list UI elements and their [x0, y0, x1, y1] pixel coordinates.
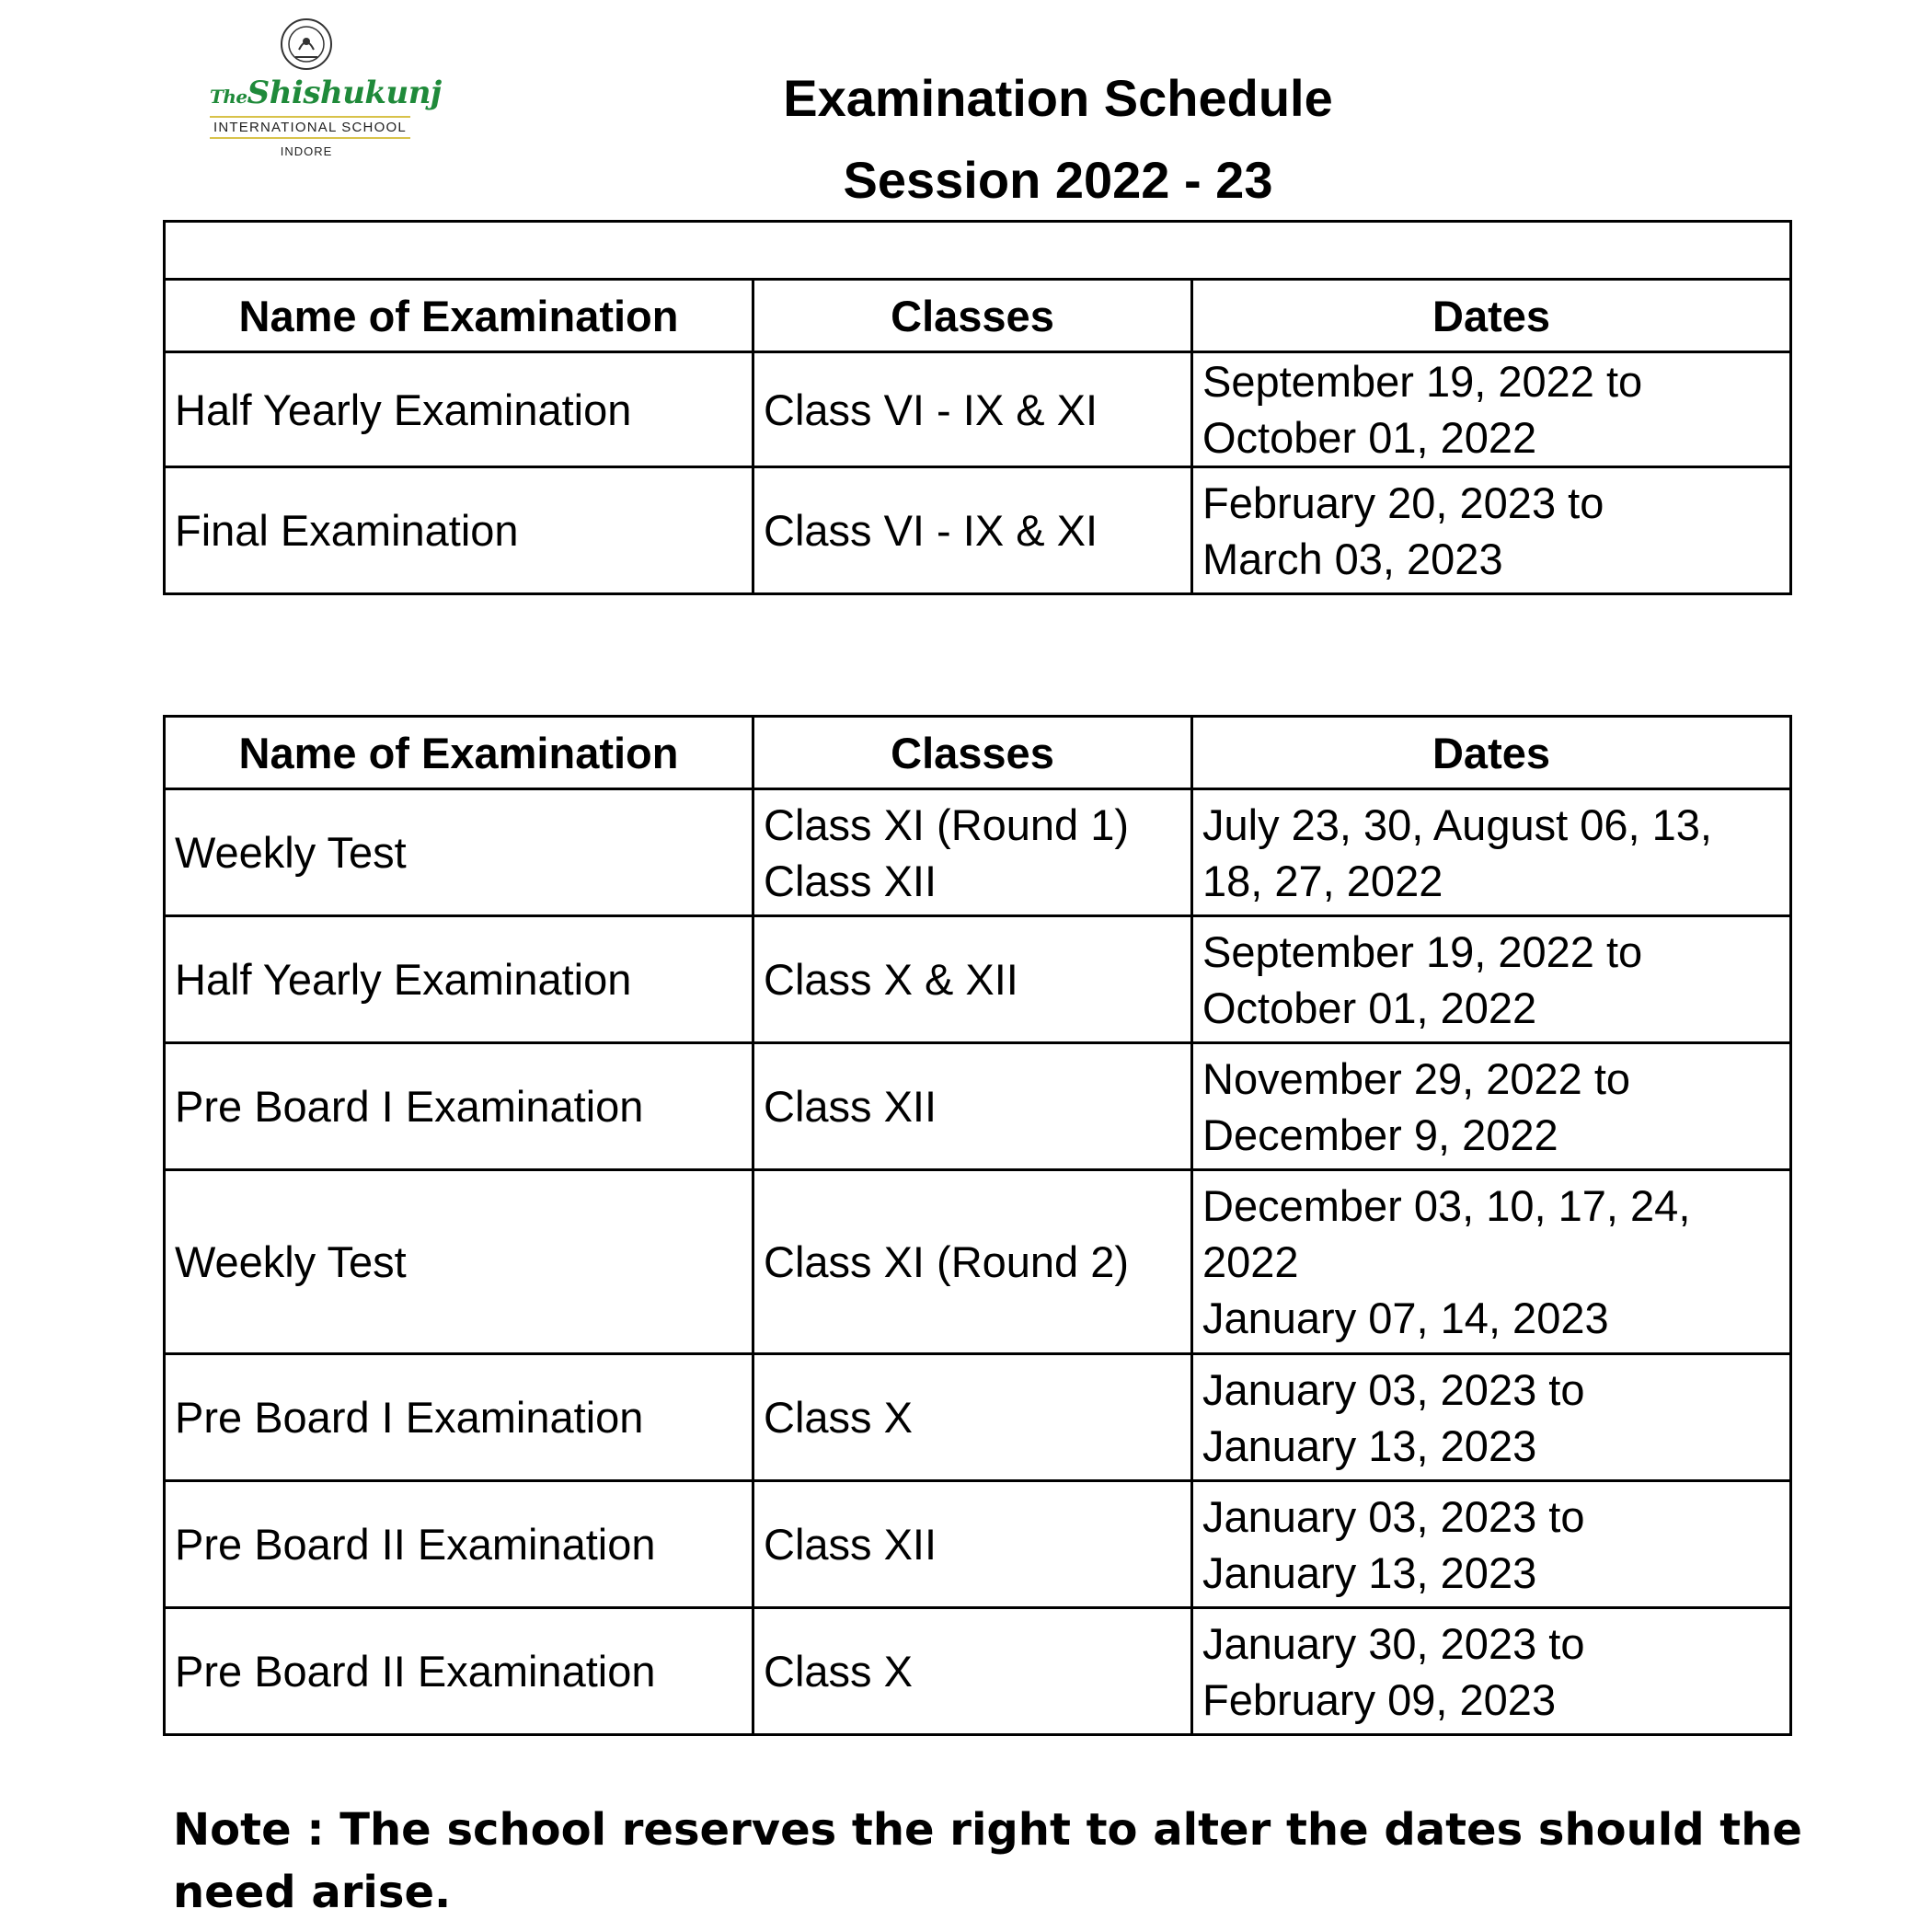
exam-name-cell: Pre Board I Examination [165, 1043, 753, 1170]
classes-cell-line: Class VI - IX & XI [764, 506, 1098, 555]
dates-cell-line: March 03, 2023 [1202, 534, 1503, 583]
school-crest-icon [279, 17, 334, 72]
exam-name-cell: Half Yearly Examination [165, 352, 753, 467]
dates-cell [1192, 789, 1791, 916]
dates-cell [1192, 1481, 1791, 1608]
column-header: Dates [1192, 717, 1791, 789]
column-header: Classes [753, 717, 1192, 789]
dates-cell [1192, 467, 1791, 594]
classes-cell [753, 789, 1192, 916]
classes-cell [753, 1481, 1192, 1608]
table-row [165, 352, 1791, 467]
school-subtitle: INTERNATIONAL SCHOOL [210, 116, 410, 139]
school-name: TheShishukunj [210, 75, 442, 111]
dates-cell-line: January 03, 2023 to [1202, 1491, 1585, 1541]
classes-cell [753, 352, 1192, 467]
table-header-row [165, 717, 1791, 789]
table-row [165, 916, 1791, 1043]
exam-name-cell: Weekly Test [165, 1170, 753, 1354]
classes-cell-line: Class XI (Round 1) [764, 799, 1130, 849]
dates-cell-line: January 13, 2023 [1202, 1420, 1537, 1470]
dates-cell-line: 18, 27, 2022 [1202, 856, 1443, 905]
dates-cell-line: September 19, 2022 to [1202, 926, 1643, 976]
blank-row [165, 222, 1791, 280]
dates-cell-line: 2022 [1202, 1237, 1299, 1286]
dates-cell-line: January 07, 14, 2023 [1202, 1294, 1609, 1342]
classes-cell-line: Class XI (Round 2) [764, 1237, 1130, 1286]
dates-cell-line: November 29, 2022 to [1202, 1053, 1631, 1103]
exam-name-cell: Weekly Test [165, 789, 753, 916]
blank-cell [165, 222, 1791, 280]
dates-cell-line: January 13, 2023 [1202, 1547, 1537, 1597]
session-title: Session 2022 - 23 [843, 151, 1273, 209]
table-row [165, 1170, 1791, 1354]
dates-cell-line: January 03, 2023 to [1202, 1364, 1585, 1414]
column-header: Name of Examination [165, 280, 753, 352]
dates-cell-line: December 03, 10, 17, 24, [1202, 1181, 1691, 1230]
dates-cell [1192, 1354, 1791, 1481]
table-row [165, 1608, 1791, 1735]
dates-cell [1192, 352, 1791, 467]
classes-cell [753, 1608, 1192, 1735]
exam-name-cell: Pre Board I Examination [165, 1354, 753, 1481]
dates-cell-line: December 9, 2022 [1202, 1110, 1558, 1159]
classes-cell [753, 916, 1192, 1043]
classes-cell-line: Class XII [764, 1520, 937, 1569]
dates-cell-line: February 20, 2023 to [1202, 477, 1604, 527]
table-row [165, 1043, 1791, 1170]
dates-cell-line: October 01, 2022 [1202, 983, 1537, 1032]
classes-cell [753, 467, 1192, 594]
schedule-table-2 [163, 715, 1792, 1736]
table-header-row [165, 280, 1791, 352]
table-row [165, 1354, 1791, 1481]
table-row [165, 467, 1791, 594]
dates-cell [1192, 1043, 1791, 1170]
exam-name-cell: Pre Board II Examination [165, 1608, 753, 1735]
dates-cell-line: January 30, 2023 to [1202, 1618, 1585, 1668]
column-header: Dates [1192, 280, 1791, 352]
dates-cell [1192, 1170, 1791, 1354]
classes-cell [753, 1170, 1192, 1354]
exam-name-cell: Final Examination [165, 467, 753, 594]
column-header: Classes [753, 280, 1192, 352]
exam-name-cell: Half Yearly Examination [165, 916, 753, 1043]
classes-cell-line: Class XII [764, 856, 937, 905]
classes-cell-line: Class XII [764, 1082, 937, 1131]
dates-cell-line: February 09, 2023 [1202, 1674, 1557, 1724]
classes-cell [753, 1043, 1192, 1170]
dates-cell-line: October 01, 2022 [1202, 413, 1537, 462]
classes-cell [753, 1354, 1192, 1481]
school-logo [210, 17, 442, 178]
dates-cell [1192, 916, 1791, 1043]
footnote: Note : The school reserves the right to alter the dates should the need arise. [173, 1804, 1802, 1918]
dates-cell [1192, 1608, 1791, 1735]
table-row [165, 1481, 1791, 1608]
school-city: INDORE [280, 144, 333, 158]
dates-cell-line: September 19, 2022 to [1202, 357, 1643, 406]
column-header: Name of Examination [165, 717, 753, 789]
dates-cell-line: July 23, 30, August 06, 13, [1202, 799, 1712, 849]
table-row [165, 789, 1791, 916]
page-title: Examination Schedule [783, 69, 1333, 127]
exam-name-cell: Pre Board II Examination [165, 1481, 753, 1608]
classes-cell-line: Class VI - IX & XI [764, 385, 1098, 434]
schedule-table-1 [163, 220, 1792, 595]
classes-cell-line: Class X [764, 1393, 913, 1442]
classes-cell-line: Class X & XII [764, 955, 1018, 1004]
classes-cell-line: Class X [764, 1647, 913, 1696]
